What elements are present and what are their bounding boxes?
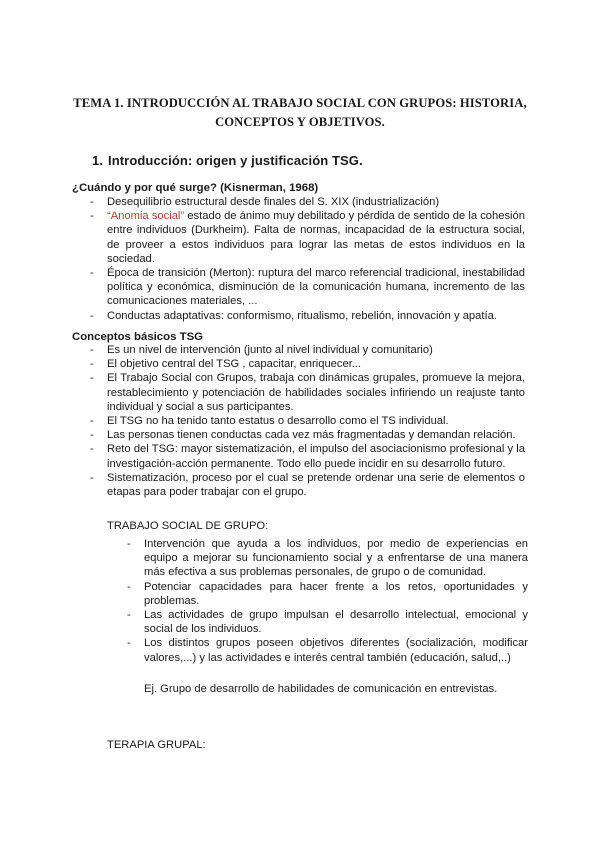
list-item: - El objetivo central del TSG , capacitar, enriquecer... bbox=[90, 358, 362, 371]
dash-bullet: - bbox=[90, 358, 94, 371]
list-item: - El TSG no ha tenido tanto estatus o desarrollo como el TS individual. bbox=[90, 415, 449, 428]
dash-bullet: - bbox=[90, 344, 94, 356]
dash-bullet: - bbox=[90, 415, 94, 428]
title-line-1: TEMA 1. INTRODUCCIÓN AL TRABAJO SOCIAL CON GRUPOS: HISTORIA, bbox=[73, 96, 527, 110]
concepts-list bbox=[90, 343, 525, 499]
question-list bbox=[90, 195, 525, 323]
list-item: - Sistematización, proceso por el cual se pretende ordenar una serie de elementos o etapas para poder trabajar con el grupo. bbox=[90, 471, 525, 499]
list-item: - Los distintos grupos poseen objetivos diferentes (socialización, modificar valores,...) y las actividades e interés central también (educación, salud,..) bbox=[127, 637, 528, 664]
list-item: - Conductas adaptativas: conformismo, ritualismo, rebelión, innovación y apatía. bbox=[90, 309, 497, 322]
list-item: - El Trabajo Social con Grupos, trabaja con dinámicas grupales, promueve la mejora, restablecimiento y potenciación de habilidades sociales infiriendo un reajuste tanto individual y social a sus participantes. bbox=[90, 372, 525, 413]
dash-bullet: - bbox=[127, 637, 131, 650]
dash-bullet: - bbox=[127, 609, 131, 622]
page-title bbox=[60, 94, 540, 132]
list-item: - Las personas tienen conductas cada vez más fragmentadas y demandan relación. bbox=[90, 429, 516, 442]
group-work-list bbox=[127, 537, 528, 665]
section-title: Introducción: origen y justificación TSG. bbox=[108, 153, 363, 168]
list-item: - Reto del TSG: mayor sistematización, el impulso del asociacionismo profesional y la investigación-acción permanente. Todo ello puede incidir en su desarrollo futuro. bbox=[90, 443, 525, 470]
group-work-heading: TRABAJO SOCIAL DE GRUPO: bbox=[107, 520, 269, 532]
dash-bullet: - bbox=[90, 443, 94, 456]
concepts-heading: Conceptos básicos TSG bbox=[72, 331, 204, 343]
list-item: - Intervención que ayuda a los individuos, por medio de experiencias en equipo a mejorar su funcionamiento social y a enfrentarse de una manera más efectiva a sus problemas personales, de grupo o de comunidad. bbox=[127, 538, 528, 579]
dash-bullet: - bbox=[127, 580, 131, 593]
anomia-highlight: “Anomia social” bbox=[107, 210, 185, 223]
list-item: - “Anomia social” estado de ánimo muy debilitado y pérdida de sentido de la cohesión entre individuos (Durkheim). Falta de normas, incapacidad de la estructura social, de proveer a estos individuos para lograr las metas de estos individuos en la sociedad. bbox=[90, 210, 525, 265]
dash-bullet: - bbox=[90, 372, 94, 385]
question-heading: ¿Cuándo y por qué surge? (Kisnerman, 1968) bbox=[72, 182, 319, 194]
dash-bullet: - bbox=[90, 196, 94, 208]
dash-bullet: - bbox=[90, 267, 94, 280]
section-heading bbox=[92, 153, 363, 168]
title-line-2: CONCEPTOS Y OBJETIVOS. bbox=[215, 115, 385, 129]
dash-bullet: - bbox=[90, 471, 94, 484]
example-text: Ej. Grupo de desarrollo de habilidades de comunicación en entrevistas. bbox=[144, 683, 498, 695]
list-item: - Las actividades de grupo impulsan el desarrollo intelectual, emocional y social de los individuos. bbox=[127, 609, 528, 636]
dash-bullet: - bbox=[90, 210, 94, 223]
dash-bullet: - bbox=[90, 309, 94, 322]
list-item: - Desequilibrio estructural desde finales del S. XIX (industrialización) bbox=[90, 196, 440, 208]
dash-bullet: - bbox=[90, 429, 94, 442]
list-item: - Potenciar capacidades para hacer frente a los retos, oportunidades y problemas. bbox=[127, 580, 528, 607]
list-item: - Es un nivel de intervención (junto al nivel individual y comunitario) bbox=[90, 344, 433, 356]
dash-bullet: - bbox=[127, 538, 131, 550]
therapy-heading: TERAPIA GRUPAL: bbox=[107, 739, 206, 751]
section-number: 1. bbox=[92, 153, 104, 168]
list-item: - Época de transición (Merton): ruptura del marco referencial tradicional, inestabilidad política y económica, disminución de la comunicación humana, incremento de las comunicaciones materiales, ... bbox=[90, 267, 525, 308]
